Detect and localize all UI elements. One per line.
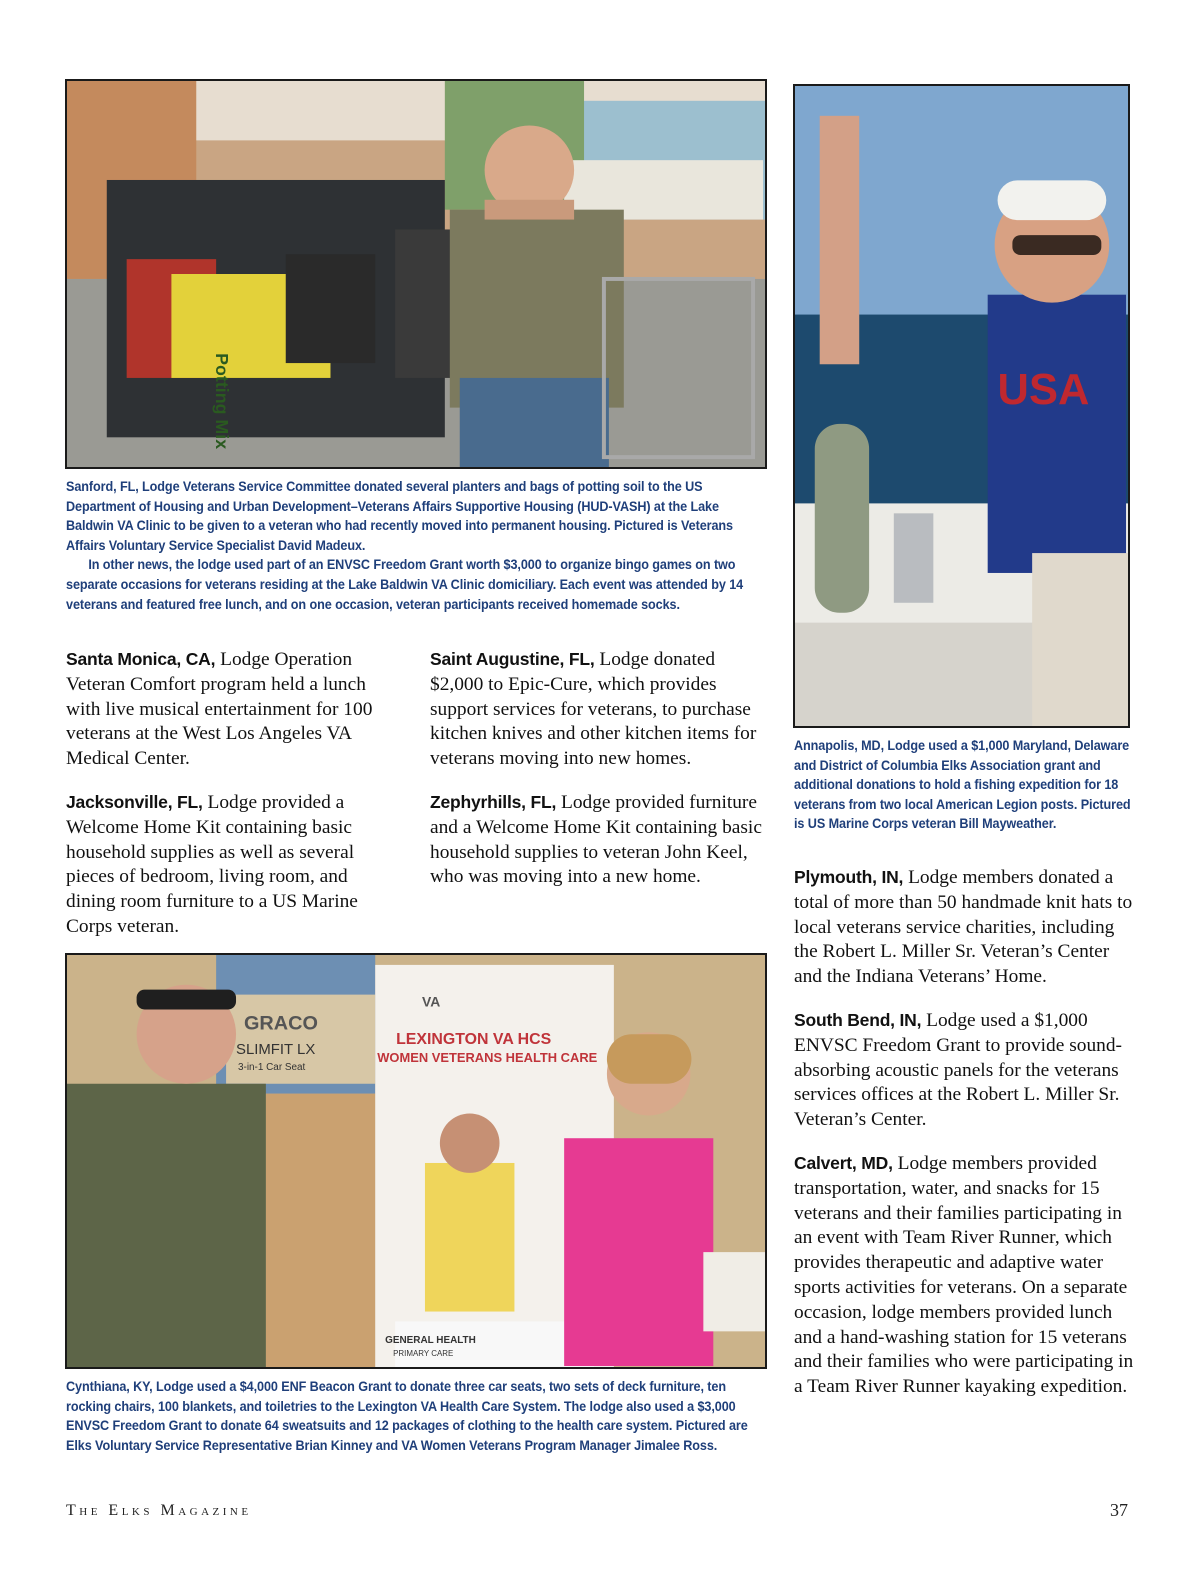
sanford-caption-text: Lodge Veterans Service Committee donated several planters and bags of potting soil to the US Department of Housing and Urban Development–Veterans Affairs Supportive Housing (HUD-VASH) at the Lake Baldwin VA Clinic to be given to a veteran who had recently moved into permanent housing. Pictured is Veterans Affairs Voluntary Service Specialist David Madeux. (66, 479, 733, 553)
banner-line2: WOMEN VETERANS HEALTH CARE (377, 1049, 598, 1065)
article-place: South Bend, IN, (794, 1009, 922, 1030)
annapolis-photo (793, 84, 1130, 728)
potting-mix-label: Potting Mix (212, 353, 233, 450)
article-place: Santa Monica, CA, (66, 649, 216, 669)
article-place: Jacksonville, FL, (66, 791, 203, 812)
article-south-bend (794, 1008, 1134, 1133)
article-plymouth (794, 865, 1134, 990)
graco-sub: 3-in-1 Car Seat (238, 1061, 306, 1073)
page-number: 37 (1110, 1500, 1128, 1520)
column-1-articles (66, 647, 401, 958)
sanford-caption (66, 477, 768, 614)
cynthiana-photo (65, 953, 767, 1369)
article-place: Zephyrhills, FL, (430, 791, 557, 812)
article-santa-monica (66, 647, 401, 772)
article-text: Lodge donated $2,000 to Epic-Cure, which provides support services for veterans, to purchase kitchen knives and other kitchen items for veterans moving into new homes. (430, 649, 757, 770)
article-saint-augustine (430, 647, 765, 772)
article-text: Lodge members provided transportation, water, and snacks for 15 veterans and their families participating in an event with Team River Runner, which provides therapeutic and adaptive water sports activities for veterans. On a separate occasion, lodge members provided lunch and a hand-washing station for 15 veterans and their families who were participating in a Team River Runner kayaking expedition. (794, 1152, 1134, 1398)
article-zephyrhills (430, 790, 765, 890)
annapolis-caption-place: Annapolis, MD, (794, 738, 885, 753)
annapolis-caption (794, 736, 1133, 834)
banner-footer2: PRIMARY CARE (393, 1349, 454, 1359)
banner-agency: VA (421, 993, 441, 1010)
cynthiana-caption (66, 1377, 773, 1455)
banner-line1: LEXINGTON VA HCS (396, 1031, 552, 1049)
article-text: Lodge provided furniture and a Welcome Home Kit containing basic household supplies to veteran John Keel, who was moving into a new home. (430, 791, 762, 888)
graco-model: SLIMFIT LX (236, 1042, 316, 1059)
cynthiana-caption-place: Cynthiana, KY, (66, 1379, 153, 1394)
article-text: Lodge used a $1,000 ENVSC Freedom Grant to provide sound-absorbing acoustic panels for the veterans services offices at the Robert L. Miller Sr. Veteran’s Center. (794, 1009, 1122, 1131)
article-place: Saint Augustine, FL, (430, 649, 595, 669)
column-3-articles (794, 865, 1134, 1418)
article-place: Calvert, MD, (794, 1152, 893, 1173)
graco-brand: GRACO (243, 1012, 318, 1035)
article-place: Plymouth, IN, (794, 867, 904, 887)
article-jacksonville (66, 790, 401, 940)
article-text: Lodge provided a Welcome Home Kit containing basic household supplies as well as several pieces of bedroom, living room, and dining room furniture to a US Marine Corps veteran. (66, 791, 358, 937)
article-calvert (794, 1151, 1134, 1400)
sanford-photo (65, 79, 767, 469)
article-text: Lodge members donated a total of more than 50 handmade knit hats to local veterans service charities, including the Robert L. Miller Sr. Veteran’s Center and the Indiana Veterans’ Home. (794, 867, 1133, 988)
sanford-caption-text2: In other news, the lodge used part of an ENVSC Freedom Grant worth $3,000 to organize bingo games on two separate occasions for veterans residing at the Lake Baldwin VA Clinic domiciliary. Each event was attended by 14 veterans and featured free lunch, and on one occasion, veteran participants received homemade socks. (66, 557, 744, 612)
sanford-caption-place: Sanford, FL, (66, 479, 139, 494)
article-text: Lodge Operation Veteran Comfort program held a lunch with live musical entertainment for 100 veterans at the West Los Angeles VA Medical Center. (66, 649, 373, 770)
banner-footer1: GENERAL HEALTH (385, 1335, 476, 1347)
magazine-title: The Elks Magazine (66, 1502, 252, 1519)
cynthiana-caption-text: Lodge used a $4,000 ENF Beacon Grant to donate three car seats, two sets of deck furniture, ten rocking chairs, 100 blankets, and toiletries to the Lexington VA Health Care System. The lodge also used a $3,000 ENVSC Freedom Grant to donate 64 sweatsuits and 12 packages of clothing to the health care system. Pictured are Elks Voluntary Service Representative Brian Kinney and VA Women Veterans Program Manager Jimalee Ross. (66, 1379, 748, 1453)
annapolis-caption-text: Lodge used a $1,000 Maryland, Delaware and District of Columbia Elks Association grant and additional donations to hold a fishing expedition for 18 veterans from two local American Legion posts. Pictured is US Marine Corps veteran Bill Mayweather. (794, 738, 1131, 832)
column-2-articles (430, 647, 765, 908)
annapolis-shirt-text: USA (997, 365, 1090, 415)
